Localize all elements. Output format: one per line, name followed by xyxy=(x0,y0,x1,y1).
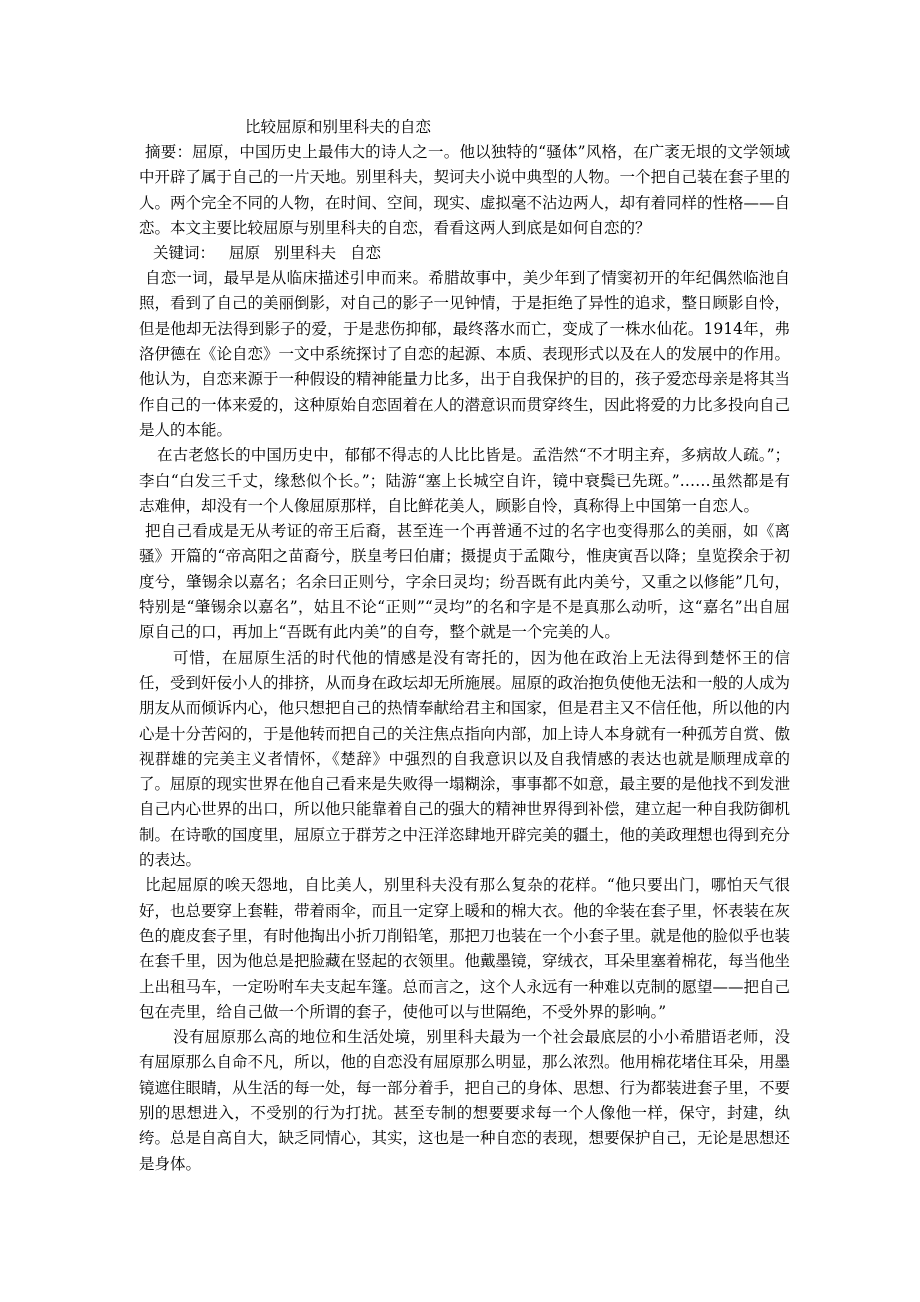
keywords-line xyxy=(139,241,790,266)
body-paragraph: 自恋一词，最早是从临床描述引申而来。希腊故事中，美少年到了情窦初开的年纪偶然临池自照，看到了自己的美丽倒影，对自己的影子一见钟情，于是拒绝了异性的追求，整日顾影自怜，但是他却无法得到影子的爱，于是悲伤抑郁，最终落水而亡，变成了一株水仙花。1914年，弗洛伊德在《论自恋》一文中系统探讨了自恋的起源、本质、表现形式以及在人的发展中的作用。他认为，自恋来源于一种假设的精神能量力比多，出于自我保护的目的，孩子爱恋母亲是将其当作自己的一体来爱的，这种原始自恋固着在人的潜意识而贯穿终生，因此将爱的力比多投向自己是人的本能。 xyxy=(139,269,791,439)
keyword: 自恋 xyxy=(350,244,382,263)
document-body xyxy=(139,115,790,1177)
abstract-paragraph: 摘要：屈原，中国历史上最伟大的诗人之一。他以独特的“骚体”风格，在广袤无垠的文学领域中开辟了属于自己的一片天地。别里科夫，契诃夫小说中典型的人物。一个把自己装在套子里的人。两个完全不同的人物，在时间、空间，现实、虚拟毫不沾边两人，却有着同样的性格——自恋。本文主要比较屈原与别里科夫的自恋，看看这两人到底是如何自恋的？ xyxy=(139,143,791,237)
body-paragraph: 没有屈原那么高的地位和生活处境，别里科夫最为一个社会最底层的小小希腊语老师，没有屈原那么自命不凡，所以，他的自恋没有屈原那么明显，那么浓烈。他用棉花堵住耳朵，用墨镜遮住眼睛，从生活的每一处，每一部分着手，把自己的身体、思想、行为都装进套子里，不要别的思想进入，不受别的行为打扰。甚至专制的想要要求每一个人像他一样，保守，封建，纨绔。总是自高自大，缺乏同情心，其实，这也是一种自恋的表现，想要保护自己，无论是思想还是身体。 xyxy=(139,1028,791,1173)
keyword: 屈原 xyxy=(229,244,261,263)
keyword: 别里科夫 xyxy=(274,244,337,263)
body-paragraph: 可惜，在屈原生活的时代他的情感是没有寄托的，因为他在政治上无法得到楚怀王的信任，受到奸佞小人的排挤，从而身在政坛却无所施展。屈原的政治抱负使他无法和一般的人成为朋友从而倾诉内心，他只想把自己的热情奉献给君主和国家，但是君主又不信任他，所以他的内心是十分苦闷的，于是他转而把自己的关注焦点指向内部，加上诗人本身就有一种孤芳自赏、傲视群雄的完美主义者情怀，《楚辞》中强烈的自我意识以及自我情感的表达也就是顺理成章的了。屈原的现实世界在他自己看来是失败得一塌糊涂，事事都不如意，最主要的是他找不到发泄自己内心世界的出口，所以他只能靠着自己的强大的精神世界得到补偿，建立起一种自我防御机制。在诗歌的国度里，屈原立于群芳之中汪洋恣肆地开辟完美的疆土，他的美政理想也得到充分的表达。 xyxy=(139,648,791,870)
body-paragraph: 把自己看成是无从考证的帝王后裔，甚至连一个再普通不过的名字也变得那么的美丽，如《离骚》开篇的“帝高阳之苗裔兮，朕皇考曰伯庸；摄提贞于孟陬兮，惟庚寅吾以降；皇览揆余于初度兮，肇锡余以嘉名；名余曰正则兮，字余曰灵均；纷吾既有此内美兮，又重之以修能”几句，特别是“肇锡余以嘉名”，姑且不论“正则”“灵均”的名和字是不是真那么动听，这“嘉名”出自屈原自己的口，再加上“吾既有此内美”的自夸，整个就是一个完美的人。 xyxy=(139,522,790,642)
keywords-label: 关键词： xyxy=(153,244,216,263)
body-paragraph: 在古老悠长的中国历史中，郁郁不得志的人比比皆是。孟浩然“不才明主弃，多病故人疏。”；李白“白发三千丈，缘愁似个长。”；陆游“塞上长城空自许，镜中衰鬓已先斑。”……虽然都是有志难伸，却没有一个人像屈原那样，自比鲜花美人，顾影自怜，真称得上中国第一自恋人。 xyxy=(139,446,790,515)
document-title: 比较屈原和别里科夫的自恋 xyxy=(245,118,432,136)
body-paragraph: 比起屈原的唉天怨地，自比美人，别里科夫没有那么复杂的花样。“他只要出门，哪怕天气很好，也总要穿上套鞋，带着雨伞，而且一定穿上暖和的棉大衣。他的伞装在套子里，怀表装在灰色的鹿皮套子里，有时他掏出小折刀削铅笔，那把刀也装在一个小套子里。就是他的脸似乎也装在套千里，因为他总是把脸藏在竖起的衣领里。他戴墨镜，穿绒衣，耳朵里塞着棉花，每当他坐上出租马车，一定吩咐车夫支起车篷。总而言之，这个人永远有一种难以克制的愿望——把自己包在壳里，给自己做一个所谓的套子，使他可以与世隔绝，不受外界的影响。” xyxy=(139,876,791,1021)
